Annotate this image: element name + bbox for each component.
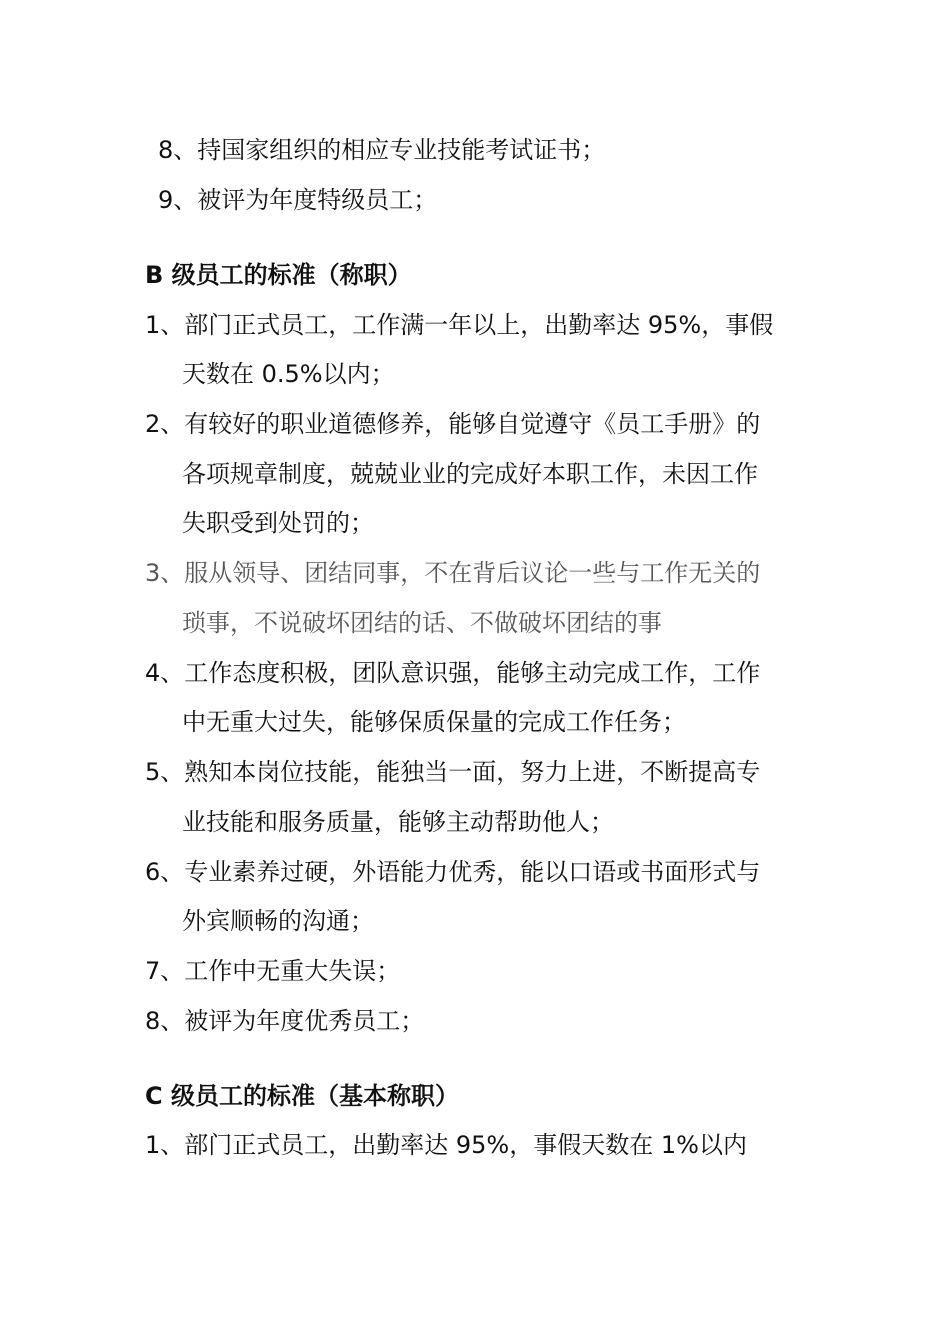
b-item-2: 2、有较好的职业道德修养，能够自觉遵守《员工手册》的 [145,410,761,438]
b-item-4-cont: 中无重大过失，能够保质保量的完成工作任务； [182,708,686,736]
b-item-4: 4、工作态度积极，团队意识强，能够主动完成工作，工作 [145,659,761,687]
b-item-5-cont: 业技能和服务质量，能够主动帮助他人； [182,808,614,836]
b-item-2-cont-1: 各项规章制度，兢兢业业的完成好本职工作，未因工作 [182,460,758,488]
b-item-6: 6、专业素养过硬，外语能力优秀，能以口语或书面形式与 [145,858,761,886]
b-item-5: 5、熟知本岗位技能，能独当一面，努力上进，不断提高专 [145,758,761,786]
section-heading-b: B 级员工的标准（称职） [145,261,412,289]
section-heading-c: C 级员工的标准（基本称职） [145,1082,459,1110]
b-item-7: 7、工作中无重大失误； [145,957,401,985]
b-item-1-cont: 天数在 0.5%以内； [182,360,395,388]
b-item-3: 3、服从领导、团结同事，不在背后议论一些与工作无关的 [145,559,761,587]
b-item-3-cont: 琐事，不说破坏团结的话、不做破坏团结的事 [182,609,662,637]
b-item-2-cont-2: 失职受到处罚的； [182,509,374,537]
b-item-6-cont: 外宾顺畅的沟通； [182,907,374,935]
a-item-9: 9、被评为年度特级员工； [158,186,438,214]
a-item-8: 8、持国家组织的相应专业技能考试证书； [158,136,606,164]
b-item-1: 1、部门正式员工，工作满一年以上，出勤率达 95%，事假 [145,311,774,339]
b-item-8: 8、被评为年度优秀员工； [145,1007,425,1035]
c-item-1: 1、部门正式员工，出勤率达 95%，事假天数在 1%以内 [145,1131,747,1159]
